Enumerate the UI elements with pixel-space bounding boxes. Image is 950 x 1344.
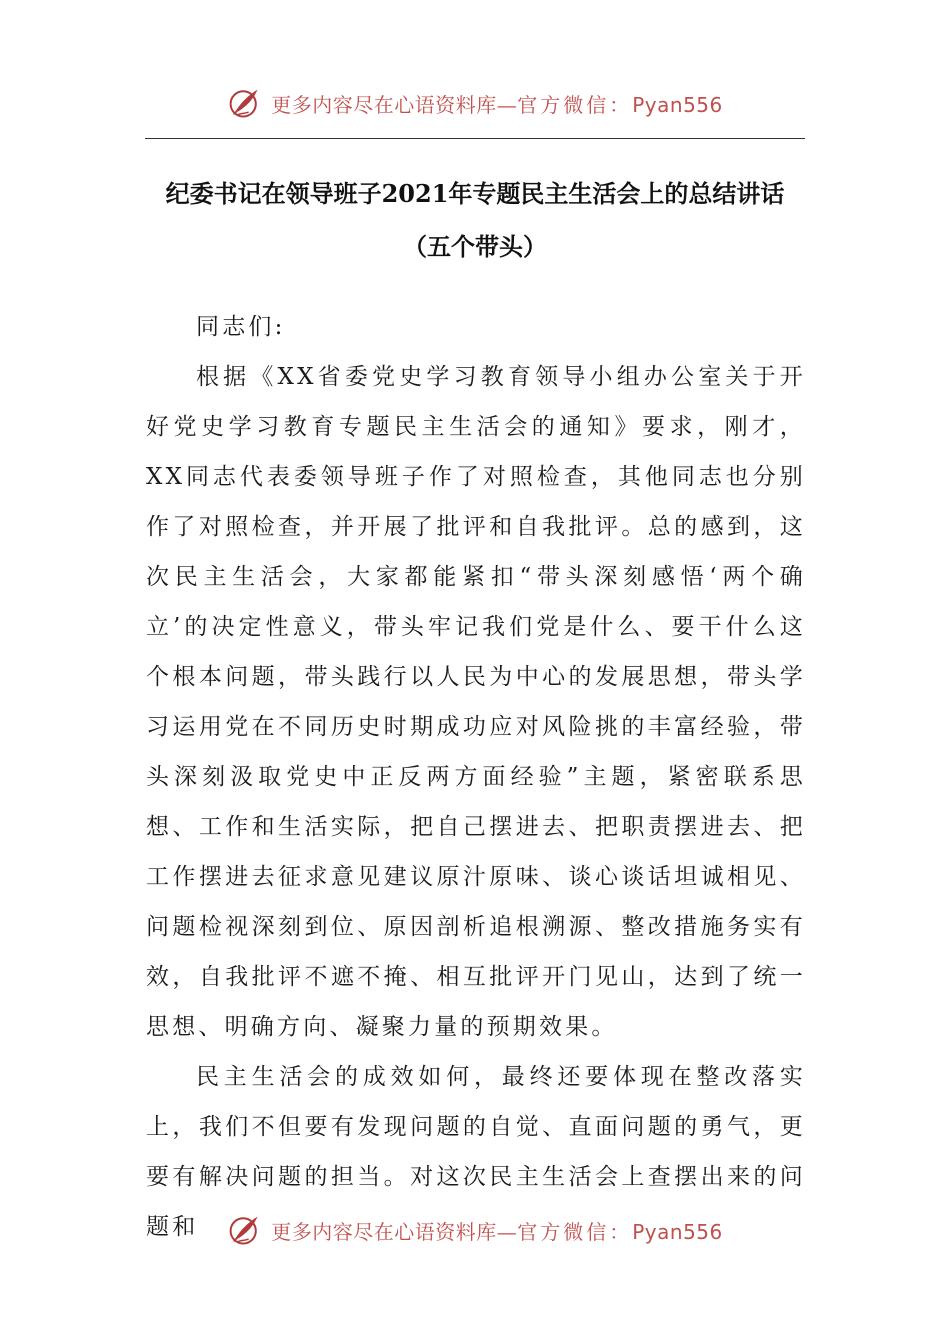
header-banner <box>0 81 950 125</box>
header-divider <box>145 138 805 139</box>
document-body <box>146 302 806 1252</box>
document-subtitle: （五个带头） <box>403 232 547 261</box>
quill-logo-icon <box>227 1212 263 1248</box>
footer-separator: — <box>496 1219 518 1244</box>
header-wechat-id: Pyan556 <box>632 92 723 117</box>
header-separator: — <box>496 92 518 117</box>
header-wechat-label: 官方微信： <box>517 92 633 117</box>
salutation: 同志们: <box>196 314 286 340</box>
paragraph: 民主生活会的成效如何，最终还要体现在整改落实上，我们不但要有发现问题的自觉、直面问题的勇气，更要有解决问题的担当。对这次民主生活会上查摆出来的问题和 <box>146 1064 806 1240</box>
document-title: 纪委书记在领导班子2021年专题民主生活会上的总结讲话 <box>165 179 785 208</box>
footer-wechat-id: Pyan556 <box>632 1219 723 1244</box>
quill-logo-icon <box>227 85 263 121</box>
footer-wechat-label: 官方微信： <box>517 1219 633 1244</box>
footer-brand: 更多内容尽在心语资料库 <box>271 1219 497 1244</box>
header-brand: 更多内容尽在心语资料库 <box>271 92 497 117</box>
footer-banner-text <box>271 1216 723 1245</box>
footer-banner <box>0 1208 950 1252</box>
paragraph: 根据《XX省委党史学习教育领导小组办公室关于开好党史学习教育专题民主生活会的通知》要求，刚才，XX同志代表委领导班子作了对照检查，其他同志也分别作了对照检查，并开展了批评和自我批评。总的感到，这次民主生活会，大家都能紧扣“带头深刻感悟‘两个确立’的决定性意义，带头牢记我们党是什么、要干什么这个根本问题，带头践行以人民为中心的发展思想，带头学习运用党在不同历史时期成功应对风险挑的丰富经验，带头深刻汲取党史中正反两方面经验”主题，紧密联系思想、工作和生活实际，把自己摆进去、把职责摆进去、把工作摆进去征求意见建议原汁原味、谈心谈话坦诚相见、问题检视深刻到位、原因剖析追根溯源、整改措施务实有效，自我批评不遮不掩、相互批评开门见山，达到了统一思想、明确方向、凝聚力量的预期效果。 <box>146 364 806 1040</box>
header-banner-text <box>271 89 723 118</box>
